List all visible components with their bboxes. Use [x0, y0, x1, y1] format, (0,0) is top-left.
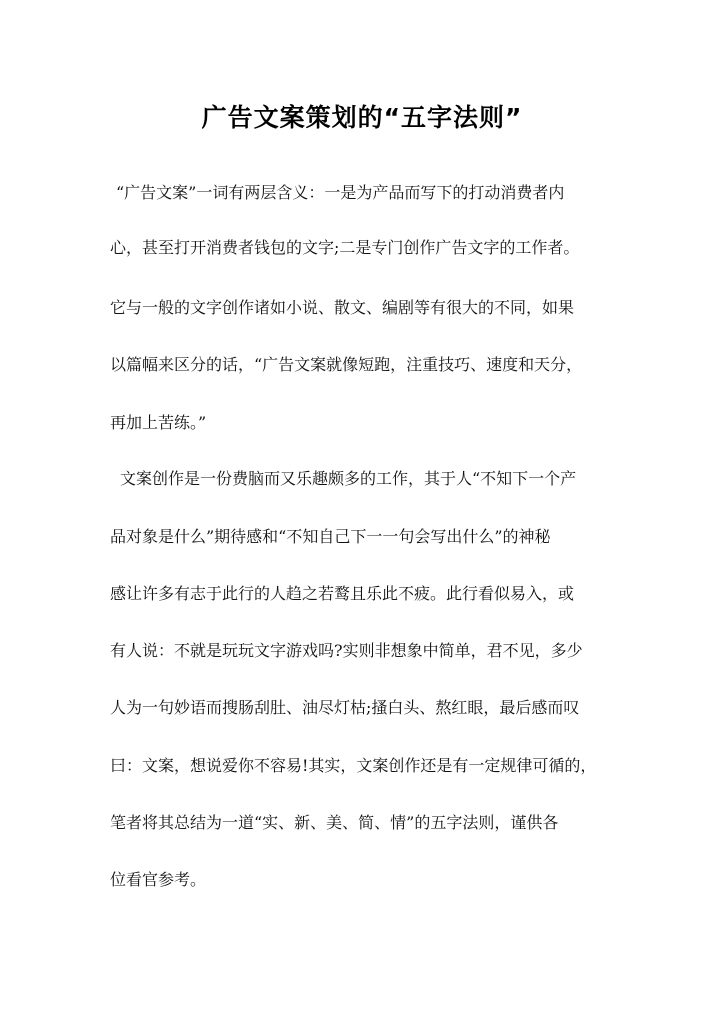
text-line: 曰：文案，想说爱你不容易!其实，文案创作还是有一定规律可循的，	[110, 756, 597, 775]
text-line: 感让许多有志于此行的人趋之若鹜且乐此不疲。此行看似易入，或	[110, 584, 575, 603]
text-line: 心，甚至打开消费者钱包的文字;二是专门创作广告文字的工作者。	[110, 238, 580, 257]
document-title: 广告文案策划的“五字法则”	[201, 103, 523, 132]
text-line: 文案创作是一份费脑而又乐趣颇多的工作，其于人“不知下一个产	[120, 469, 577, 488]
text-line: 品对象是什么”期待感和“不知自己下一一句会写出什么”的神秘	[110, 527, 551, 546]
text-line: 它与一般的文字创作诸如小说、散文、编剧等有很大的不同，如果	[110, 298, 575, 317]
text-line: 笔者将其总结为一道“实、新、美、简、情”的五字法则，谨供各	[110, 813, 559, 832]
text-line: 位看官参考。	[110, 870, 207, 889]
text-line: 再加上苦练。”	[110, 413, 207, 432]
text-line: 以篇幅来区分的话，“广告文案就像短跑，注重技巧、速度和天分，	[110, 355, 583, 374]
text-line: 人为一句妙语而搜肠刮肚、油尽灯枯;搔白头、熬红眼，最后感而叹	[110, 698, 580, 717]
text-line: “广告文案”一词有两层含义：一是为产品而写下的打动消费者内	[116, 183, 565, 202]
text-line: 有人说：不就是玩玩文字游戏吗?实则非想象中简单，君不见，多少	[110, 641, 583, 660]
